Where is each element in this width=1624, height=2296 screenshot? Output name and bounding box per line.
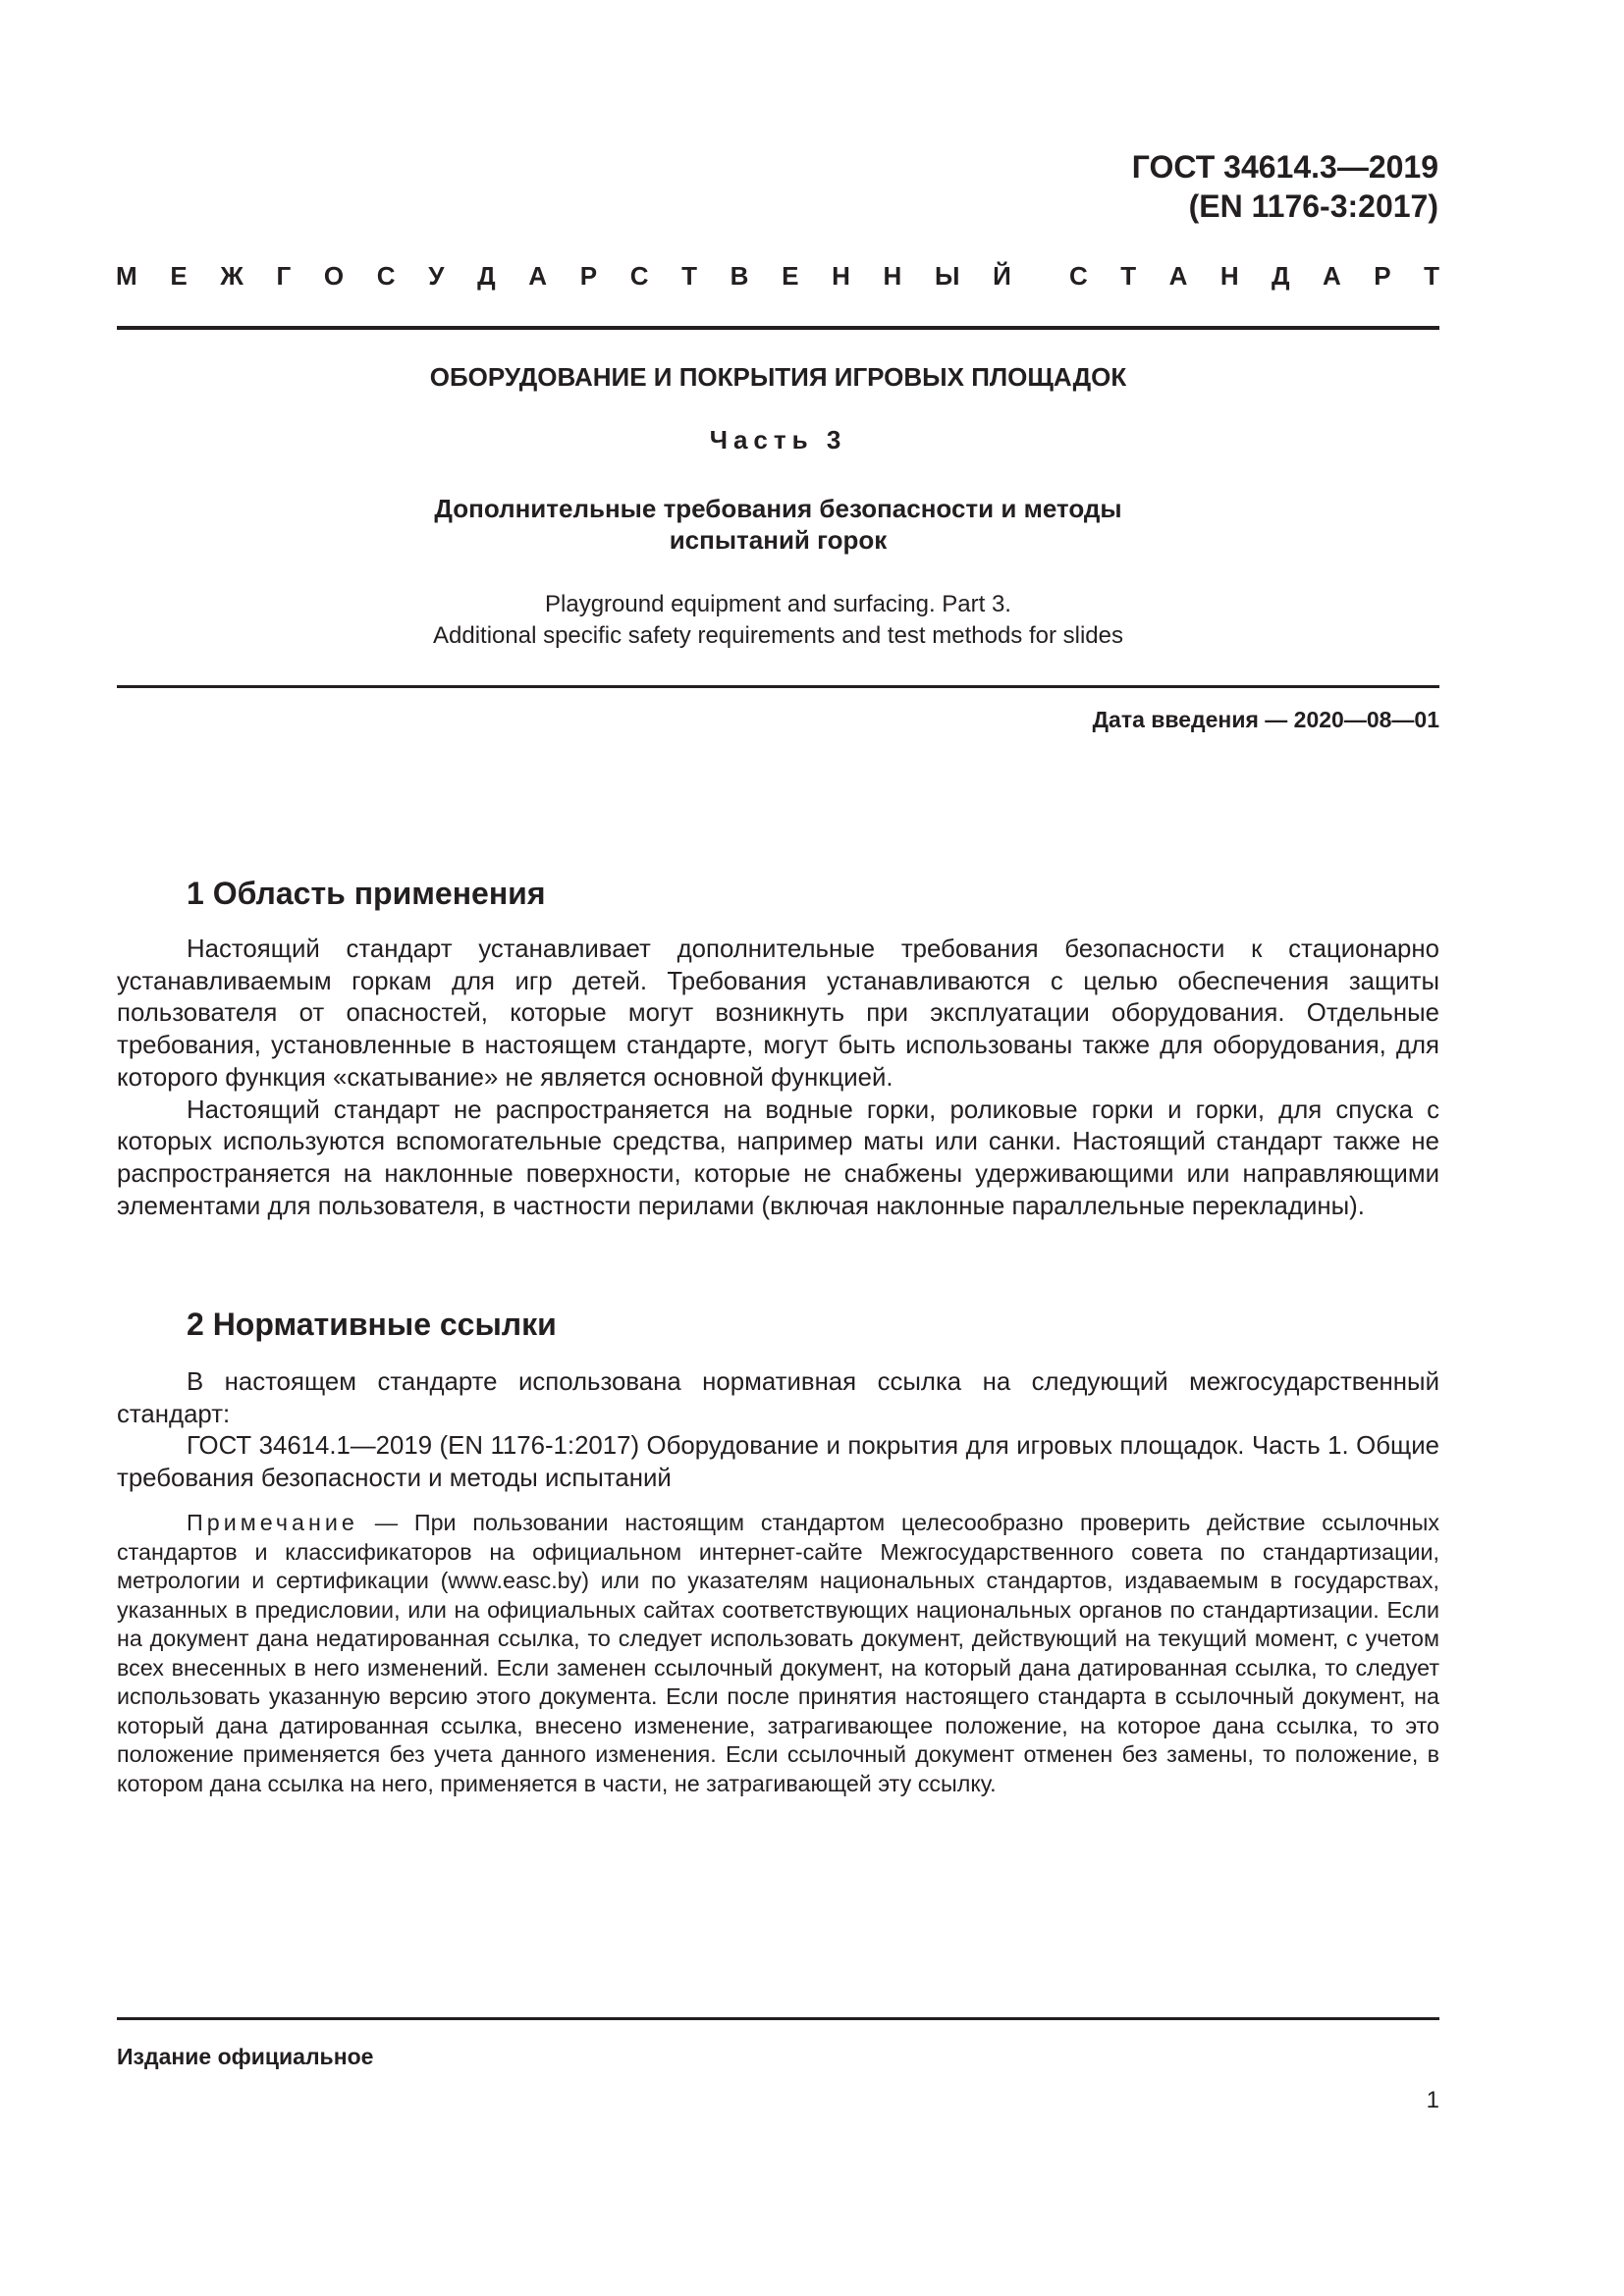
part-label: Часть 3 [709,425,847,454]
interstate-word-1 [116,261,1011,291]
banner-letter: Т [681,261,698,291]
banner-letter: Е [170,261,188,291]
banner-letter: Е [782,261,799,291]
note-text: — При пользовании настоящим стандартом целесообразно проверить действие ссылочных стандартов и классификаторов на официальном интернет-сайте Межгосударственного совета по стандартизации, метрологии и сертификации (www.easc.by) или по указателям национальных стандартов, издаваемым в государствах, указанных в предисловии, или на официальных сайтах соответствующих национальных органов по стандартизации. Если на документ дана недатированная ссылка, то следует использовать документ, действующий на текущий момент, с учетом всех внесенных в него изменений. Если заменен ссылочный документ, на который дана датированная ссылка, то следует использовать указанную версию этого документа. Если после принятия настоящего стандарта в ссылочный документ, на который дана датированная ссылка, внесено изменение, затрагивающее положение, на которое дана ссылка, то это положение применяется без учета данного изменения. Если ссылочный документ отменен без замены, то положение, в котором дана ссылка на него, применяется в части, не затрагивающей эту ссылку. [117,1510,1439,1796]
subtitle-line-1: Дополнительные требования безопасности и методы [434,494,1122,523]
title-divider [117,685,1439,688]
banner-letter: М [116,261,137,291]
normative-reference: ГОСТ 34614.1—2019 (EN 1176-1:2017) Оборудование и покрытия для игровых площадок. Часть 1. Общие требования безопасности и методы испытаний [117,1432,1439,1493]
banner-letter: С [1069,261,1088,291]
section-1-paragraph-2: Настоящий стандарт не распространяется на водные горки, роликовые горки и горки, для спуска с которых используются вспомогательные средства, например маты или санки. Настоящий стандарт также не распространяется на наклонные поверхности, которые не снабжены удерживающими или направляющими элементами для пользователя, в частности перилами (включая наклонные параллельные перекладины). [117,1095,1439,1220]
banner-letter: О [323,261,345,291]
banner-letter: А [1323,261,1341,291]
banner-letter: Ы [934,261,960,291]
section-2-heading: 2 Нормативные ссылки [187,1307,557,1342]
banner-letter: А [1168,261,1188,291]
banner-letter: Д [1272,261,1290,291]
section-2-intro: В настоящем стандарте использована нормативная ссылка на следующий межгосударственный стандарт: [117,1368,1439,1428]
document-subtitle [117,493,1439,556]
section-2-body [117,1366,1439,1495]
banner-letter: С [629,261,649,291]
official-edition-label: Издание официальное [117,2044,374,2069]
banner-letter: Н [1219,261,1239,291]
banner-letter: Д [477,261,496,291]
english-title-line-1: Playground equipment and surfacing. Part 3. [545,591,1011,617]
english-title [117,589,1439,652]
banner-letter: Р [579,261,598,291]
banner-letter: В [730,261,749,291]
note-block [117,1509,1439,1798]
section-1-heading: 1 Область применения [187,876,546,911]
banner-letter: С [376,261,396,291]
interstate-word-2 [1069,261,1439,291]
page-number: 1 [1426,2087,1439,2113]
interstate-standard-banner [116,261,1439,291]
banner-letter: У [428,261,445,291]
english-title-line-2: Additional specific safety requirements and test methods for slides [432,622,1124,649]
banner-letter: Г [276,261,292,291]
banner-letter: Т [1424,261,1439,291]
banner-letter: Н [832,261,850,291]
top-divider [117,326,1439,330]
designation-gost: ГОСТ 34614.3—2019 [1131,149,1438,185]
banner-letter: Р [1374,261,1391,291]
introduction-date: Дата введения — 2020—08—01 [1092,707,1439,732]
subtitle-line-2: испытаний горок [669,525,888,555]
banner-letter: А [528,261,548,291]
note-label: Примечание [187,1510,358,1535]
banner-letter: Т [1120,261,1137,291]
standard-designation [1132,147,1438,226]
banner-letter: Ж [220,261,244,291]
note-paragraph [117,1509,1439,1798]
designation-en: (EN 1176-3:2017) [1188,188,1438,224]
section-1-body [117,934,1439,1222]
banner-letter: Н [883,261,902,291]
footer-divider [117,2017,1439,2020]
section-1-paragraph-1: Настоящий стандарт устанавливает дополнительные требования безопасности к стационарно устанавливаемым горкам для игр детей. Требования устанавливаются с целью обеспечения защиты пользователя от опасностей, которые могут возникнуть при эксплуатации оборудования. Отдельные требования, установленные в настоящем стандарте, могут быть использованы также для оборудования, для которого функция «скатывание» не является основной функцией. [117,935,1439,1092]
banner-letter: Й [993,261,1011,291]
document-title: ОБОРУДОВАНИЕ И ПОКРЫТИЯ ИГРОВЫХ ПЛОЩАДОК [429,362,1127,392]
